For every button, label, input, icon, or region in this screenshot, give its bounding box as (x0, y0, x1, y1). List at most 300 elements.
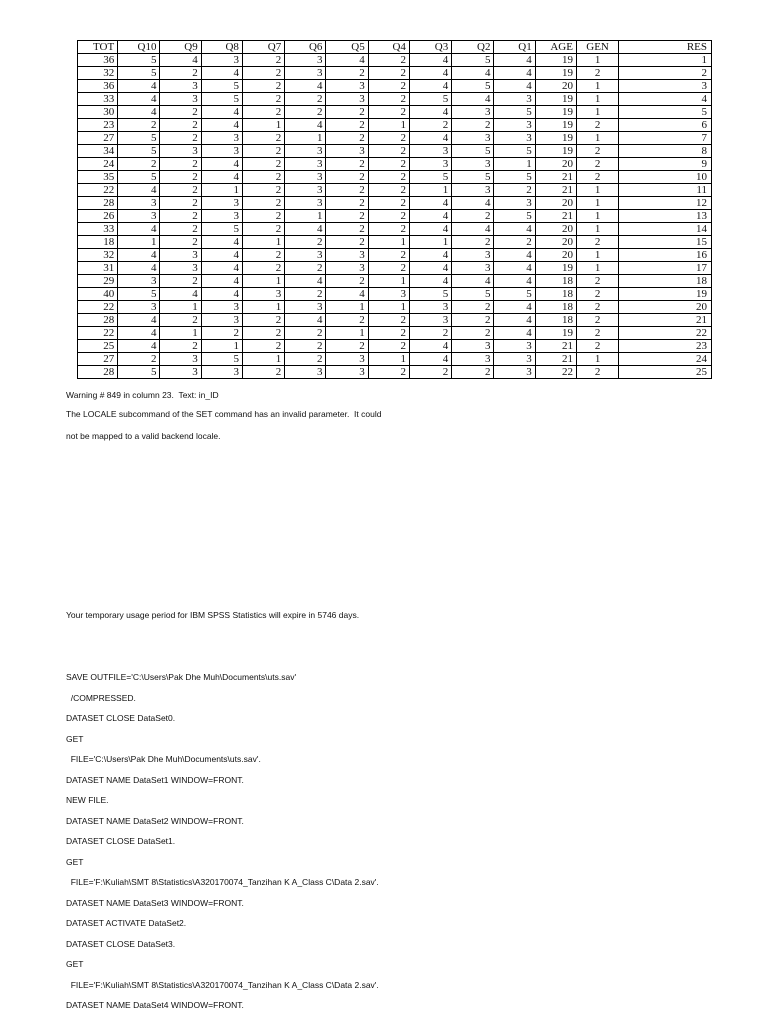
table-row (78, 366, 712, 379)
table-cell-tot: 28 (78, 366, 118, 379)
table-cell-q7: 2 (242, 262, 284, 275)
table-cell-q2: 2 (452, 119, 494, 132)
table-cell-q6: 3 (285, 158, 326, 171)
table-cell-q4: 2 (368, 197, 409, 210)
table-cell-tot: 25 (78, 340, 118, 353)
table-cell-q4: 2 (368, 210, 409, 223)
table-row (78, 106, 712, 119)
column-header-q9: Q9 (160, 41, 201, 54)
table-cell-q7: 2 (242, 67, 284, 80)
table-cell-q1: 4 (494, 54, 535, 67)
table-cell-q7: 2 (242, 223, 284, 236)
column-header-q4: Q4 (368, 41, 409, 54)
table-cell-age: 19 (535, 106, 576, 119)
table-cell-res: 11 (619, 184, 712, 197)
table-cell-res: 23 (619, 340, 712, 353)
column-header-q10: Q10 (118, 41, 160, 54)
table-cell-q6: 2 (285, 93, 326, 106)
table-cell-gen: 1 (576, 184, 618, 197)
table-cell-age: 20 (535, 80, 576, 93)
table-cell-q2: 3 (452, 106, 494, 119)
table-cell-age: 19 (535, 67, 576, 80)
table-cell-gen: 2 (576, 67, 618, 80)
table-cell-age: 19 (535, 54, 576, 67)
table-cell-q10: 4 (118, 184, 160, 197)
table-cell-res: 13 (619, 210, 712, 223)
syntax-line: DATASET NAME DataSet1 WINDOW=FRONT. (66, 774, 244, 785)
table-cell-q8: 3 (201, 210, 242, 223)
table-cell-res: 4 (619, 93, 712, 106)
table-cell-q3: 3 (409, 301, 451, 314)
table-cell-res: 1 (619, 54, 712, 67)
table-cell-q10: 5 (118, 67, 160, 80)
table-cell-q7: 2 (242, 314, 284, 327)
table-cell-age: 18 (535, 275, 576, 288)
table-cell-gen: 2 (576, 171, 618, 184)
table-cell-age: 19 (535, 132, 576, 145)
table-cell-q5: 2 (326, 132, 368, 145)
table-cell-q4: 2 (368, 80, 409, 93)
table-cell-q8: 5 (201, 80, 242, 93)
table-cell-q5: 4 (326, 54, 368, 67)
table-cell-q5: 2 (326, 223, 368, 236)
table-cell-q1: 5 (494, 171, 535, 184)
table-cell-gen: 2 (576, 275, 618, 288)
table-cell-q10: 5 (118, 132, 160, 145)
table-cell-q10: 2 (118, 158, 160, 171)
table-cell-gen: 2 (576, 327, 618, 340)
table-cell-res: 20 (619, 301, 712, 314)
table-cell-q2: 3 (452, 132, 494, 145)
table-cell-q1: 1 (494, 158, 535, 171)
table-cell-q5: 3 (326, 366, 368, 379)
table-cell-q4: 2 (368, 67, 409, 80)
table-cell-q6: 3 (285, 301, 326, 314)
syntax-line: GET (66, 856, 84, 867)
table-cell-q9: 2 (160, 236, 201, 249)
table-cell-q8: 2 (201, 327, 242, 340)
table-cell-q8: 4 (201, 119, 242, 132)
table-cell-q8: 4 (201, 288, 242, 301)
table-cell-q2: 2 (452, 314, 494, 327)
table-row (78, 171, 712, 184)
table-cell-q6: 2 (285, 340, 326, 353)
table-cell-q4: 2 (368, 327, 409, 340)
syntax-line: DATASET NAME DataSet3 WINDOW=FRONT. (66, 897, 244, 908)
table-cell-q1: 4 (494, 275, 535, 288)
table-cell-q5: 2 (326, 119, 368, 132)
table-cell-q3: 4 (409, 132, 451, 145)
table-cell-q9: 4 (160, 54, 201, 67)
table-cell-q9: 3 (160, 353, 201, 366)
table-cell-q8: 5 (201, 353, 242, 366)
table-cell-q3: 1 (409, 236, 451, 249)
table-cell-q1: 5 (494, 106, 535, 119)
table-cell-q9: 1 (160, 301, 201, 314)
table-cell-q6: 2 (285, 236, 326, 249)
table-cell-q1: 4 (494, 262, 535, 275)
syntax-line: /COMPRESSED. (66, 692, 136, 703)
table-cell-q1: 5 (494, 288, 535, 301)
table-cell-tot: 22 (78, 184, 118, 197)
table-cell-tot: 36 (78, 80, 118, 93)
table-cell-q10: 2 (118, 119, 160, 132)
table-cell-q3: 4 (409, 106, 451, 119)
table-cell-q3: 2 (409, 366, 451, 379)
table-cell-age: 19 (535, 119, 576, 132)
table-cell-q5: 2 (326, 340, 368, 353)
table-cell-gen: 1 (576, 262, 618, 275)
table-body (78, 54, 712, 379)
table-cell-q8: 1 (201, 340, 242, 353)
table-cell-q9: 2 (160, 184, 201, 197)
table-cell-q6: 1 (285, 210, 326, 223)
table-cell-res: 5 (619, 106, 712, 119)
table-cell-res: 19 (619, 288, 712, 301)
table-cell-res: 22 (619, 327, 712, 340)
table-cell-gen: 2 (576, 236, 618, 249)
syntax-line: FILE='F:\Kuliah\SMT 8\Statistics\A320170074_Tanzihan K A_Class C\Data 2.sav'. (66, 877, 379, 887)
table-cell-age: 18 (535, 288, 576, 301)
table-cell-gen: 2 (576, 119, 618, 132)
table-cell-q1: 3 (494, 119, 535, 132)
table-cell-res: 25 (619, 366, 712, 379)
table-cell-q8: 3 (201, 314, 242, 327)
syntax-line: DATASET CLOSE DataSet3. (66, 938, 176, 949)
table-cell-q4: 2 (368, 249, 409, 262)
table-row (78, 93, 712, 106)
table-cell-q3: 4 (409, 210, 451, 223)
table-cell-gen: 1 (576, 54, 618, 67)
table-cell-res: 10 (619, 171, 712, 184)
table-cell-res: 12 (619, 197, 712, 210)
column-header-gen: GEN (576, 41, 618, 54)
table-cell-q7: 2 (242, 145, 284, 158)
table-cell-q7: 2 (242, 171, 284, 184)
table-cell-tot: 28 (78, 197, 118, 210)
table-cell-q9: 2 (160, 223, 201, 236)
table-cell-q2: 5 (452, 54, 494, 67)
table-cell-age: 21 (535, 353, 576, 366)
table-cell-tot: 32 (78, 249, 118, 262)
table-cell-q4: 2 (368, 54, 409, 67)
table-cell-q10: 4 (118, 223, 160, 236)
syntax-line: DATASET CLOSE DataSet0. (66, 713, 176, 723)
table-cell-q7: 2 (242, 158, 284, 171)
table-cell-q3: 4 (409, 197, 451, 210)
table-cell-q3: 2 (409, 327, 451, 340)
syntax-line: NEW FILE. (66, 795, 109, 805)
table-cell-tot: 22 (78, 327, 118, 340)
table-cell-q2: 4 (452, 67, 494, 80)
table-cell-q9: 2 (160, 314, 201, 327)
table-cell-age: 21 (535, 171, 576, 184)
table-cell-age: 21 (535, 210, 576, 223)
table-cell-q2: 3 (452, 158, 494, 171)
table-cell-age: 18 (535, 301, 576, 314)
table-cell-q9: 2 (160, 197, 201, 210)
table-cell-res: 8 (619, 145, 712, 158)
table-cell-age: 20 (535, 236, 576, 249)
table-row (78, 197, 712, 210)
table-cell-q4: 2 (368, 262, 409, 275)
table-cell-age: 18 (535, 314, 576, 327)
table-cell-q1: 4 (494, 67, 535, 80)
table-cell-q10: 3 (118, 275, 160, 288)
table-cell-q4: 2 (368, 340, 409, 353)
table-cell-q10: 5 (118, 145, 160, 158)
table-cell-q9: 3 (160, 262, 201, 275)
table-cell-q6: 3 (285, 67, 326, 80)
table-cell-gen: 1 (576, 210, 618, 223)
table-cell-q6: 3 (285, 366, 326, 379)
syntax-line: DATASET CLOSE DataSet1. (66, 836, 176, 846)
column-header-q3: Q3 (409, 41, 451, 54)
table-cell-age: 20 (535, 249, 576, 262)
column-header-tot: TOT (78, 41, 118, 54)
table-cell-q8: 4 (201, 275, 242, 288)
table-cell-res: 7 (619, 132, 712, 145)
table-cell-q8: 3 (201, 54, 242, 67)
table-cell-q10: 3 (118, 210, 160, 223)
table-cell-q9: 2 (160, 275, 201, 288)
table-cell-q6: 4 (285, 314, 326, 327)
table-cell-q6: 2 (285, 288, 326, 301)
table-cell-q8: 3 (201, 366, 242, 379)
table-cell-q9: 2 (160, 132, 201, 145)
table-cell-q4: 2 (368, 106, 409, 119)
table-cell-q9: 2 (160, 340, 201, 353)
table-cell-tot: 33 (78, 223, 118, 236)
table-cell-q4: 3 (368, 288, 409, 301)
table-cell-tot: 32 (78, 67, 118, 80)
table-cell-gen: 1 (576, 93, 618, 106)
table-cell-q10: 4 (118, 314, 160, 327)
table-cell-q2: 2 (452, 366, 494, 379)
table-cell-q7: 2 (242, 327, 284, 340)
table-cell-q8: 5 (201, 223, 242, 236)
table-cell-q2: 4 (452, 275, 494, 288)
table-cell-q8: 5 (201, 93, 242, 106)
table-cell-q1: 4 (494, 314, 535, 327)
table-cell-q5: 1 (326, 327, 368, 340)
table-cell-q3: 4 (409, 54, 451, 67)
table-cell-q3: 4 (409, 340, 451, 353)
table-row (78, 54, 712, 67)
table-cell-q5: 3 (326, 353, 368, 366)
table-cell-gen: 2 (576, 314, 618, 327)
table-cell-q8: 3 (201, 197, 242, 210)
table-cell-q9: 2 (160, 210, 201, 223)
table-cell-q8: 4 (201, 171, 242, 184)
table-cell-age: 20 (535, 158, 576, 171)
table-cell-q2: 2 (452, 236, 494, 249)
table-cell-tot: 18 (78, 236, 118, 249)
table-cell-res: 15 (619, 236, 712, 249)
table-cell-q9: 3 (160, 249, 201, 262)
table-cell-q1: 5 (494, 145, 535, 158)
table-cell-q4: 1 (368, 119, 409, 132)
table-cell-q1: 4 (494, 223, 535, 236)
table-cell-q2: 5 (452, 288, 494, 301)
table-cell-q1: 3 (494, 132, 535, 145)
table-row (78, 236, 712, 249)
table-cell-q5: 2 (326, 197, 368, 210)
table-row (78, 132, 712, 145)
table-cell-age: 19 (535, 145, 576, 158)
table-row (78, 210, 712, 223)
table-cell-tot: 33 (78, 93, 118, 106)
table-cell-q3: 5 (409, 288, 451, 301)
table-cell-q3: 5 (409, 171, 451, 184)
table-cell-q10: 4 (118, 340, 160, 353)
table-cell-q4: 2 (368, 366, 409, 379)
table-cell-q5: 1 (326, 301, 368, 314)
syntax-line: GET (66, 959, 84, 969)
table-cell-q4: 2 (368, 223, 409, 236)
table-row (78, 340, 712, 353)
table-cell-q2: 2 (452, 301, 494, 314)
table-cell-age: 19 (535, 262, 576, 275)
table-cell-q2: 5 (452, 80, 494, 93)
table-cell-gen: 1 (576, 106, 618, 119)
table-cell-q7: 2 (242, 249, 284, 262)
table-cell-q3: 4 (409, 249, 451, 262)
table-cell-q8: 1 (201, 184, 242, 197)
table-cell-q5: 3 (326, 80, 368, 93)
table-cell-q2: 5 (452, 171, 494, 184)
syntax-line: FILE='F:\Kuliah\SMT 8\Statistics\A320170074_Tanzihan K A_Class C\Data 2.sav'. (66, 979, 379, 990)
table-cell-q3: 4 (409, 80, 451, 93)
table-cell-age: 21 (535, 340, 576, 353)
table-cell-res: 16 (619, 249, 712, 262)
table-cell-q1: 3 (494, 366, 535, 379)
table-cell-gen: 2 (576, 366, 618, 379)
syntax-line: DATASET NAME DataSet4 WINDOW=FRONT. (66, 1000, 244, 1010)
table-row (78, 67, 712, 80)
table-cell-q4: 1 (368, 275, 409, 288)
table-cell-q4: 2 (368, 145, 409, 158)
table-cell-q4: 2 (368, 171, 409, 184)
table-cell-q8: 3 (201, 301, 242, 314)
table-cell-q3: 4 (409, 262, 451, 275)
table-cell-q1: 2 (494, 236, 535, 249)
table-cell-q10: 4 (118, 80, 160, 93)
table-row (78, 301, 712, 314)
table-row (78, 223, 712, 236)
table-cell-gen: 1 (576, 80, 618, 93)
table-cell-tot: 26 (78, 210, 118, 223)
column-header-q5: Q5 (326, 41, 368, 54)
table-cell-tot: 24 (78, 158, 118, 171)
table-cell-q9: 3 (160, 93, 201, 106)
table-cell-q9: 2 (160, 106, 201, 119)
table-row (78, 184, 712, 197)
table-cell-q10: 4 (118, 327, 160, 340)
table-cell-gen: 1 (576, 353, 618, 366)
table-cell-res: 6 (619, 119, 712, 132)
table-cell-q8: 4 (201, 249, 242, 262)
table-cell-q6: 3 (285, 197, 326, 210)
table-cell-gen: 1 (576, 249, 618, 262)
license-message: Your temporary usage period for IBM SPSS Statistics will expire in 5746 days. (66, 610, 360, 620)
table-cell-q7: 1 (242, 301, 284, 314)
table-cell-q3: 2 (409, 119, 451, 132)
table-cell-q8: 4 (201, 158, 242, 171)
table-cell-q10: 3 (118, 301, 160, 314)
table-cell-q5: 2 (326, 171, 368, 184)
table-cell-q1: 4 (494, 327, 535, 340)
table-row (78, 249, 712, 262)
table-cell-q2: 2 (452, 327, 494, 340)
table-row (78, 314, 712, 327)
table-cell-q6: 4 (285, 275, 326, 288)
table-cell-tot: 22 (78, 301, 118, 314)
table-cell-q7: 2 (242, 93, 284, 106)
table-cell-q6: 2 (285, 262, 326, 275)
table-row (78, 262, 712, 275)
table-row (78, 327, 712, 340)
table-cell-tot: 23 (78, 119, 118, 132)
syntax-line: FILE='C:\Users\Pak Dhe Muh\Documents\uts.sav'. (66, 754, 261, 764)
column-header-q6: Q6 (285, 41, 326, 54)
table-cell-q1: 5 (494, 210, 535, 223)
table-cell-q5: 4 (326, 288, 368, 301)
table-cell-gen: 2 (576, 340, 618, 353)
table-cell-age: 19 (535, 93, 576, 106)
table-cell-q10: 5 (118, 366, 160, 379)
table-cell-q5: 3 (326, 93, 368, 106)
table-cell-tot: 27 (78, 353, 118, 366)
table-cell-q4: 2 (368, 314, 409, 327)
table-cell-q5: 2 (326, 210, 368, 223)
table-cell-q7: 2 (242, 54, 284, 67)
table-cell-q4: 2 (368, 184, 409, 197)
table-cell-q10: 4 (118, 106, 160, 119)
table-cell-q1: 3 (494, 197, 535, 210)
table-cell-q3: 5 (409, 93, 451, 106)
table-cell-q6: 3 (285, 54, 326, 67)
table-cell-q8: 3 (201, 132, 242, 145)
table-cell-q7: 1 (242, 236, 284, 249)
table-cell-q10: 4 (118, 93, 160, 106)
table-cell-q6: 4 (285, 119, 326, 132)
table-cell-q2: 3 (452, 340, 494, 353)
table-cell-age: 20 (535, 223, 576, 236)
table-row (78, 119, 712, 132)
table-cell-q7: 2 (242, 340, 284, 353)
table-cell-q8: 3 (201, 145, 242, 158)
table-cell-res: 21 (619, 314, 712, 327)
table-cell-tot: 35 (78, 171, 118, 184)
column-header-age: AGE (535, 41, 576, 54)
table-cell-q2: 3 (452, 184, 494, 197)
table-cell-q3: 4 (409, 275, 451, 288)
table-cell-gen: 1 (576, 223, 618, 236)
table-cell-q2: 4 (452, 197, 494, 210)
table-cell-q2: 3 (452, 353, 494, 366)
table-cell-tot: 40 (78, 288, 118, 301)
table-row (78, 80, 712, 93)
table-cell-age: 22 (535, 366, 576, 379)
table-cell-q2: 5 (452, 145, 494, 158)
table-cell-q7: 1 (242, 275, 284, 288)
table-cell-q7: 2 (242, 132, 284, 145)
table-cell-age: 20 (535, 197, 576, 210)
syntax-line: GET (66, 733, 84, 744)
table-cell-q9: 2 (160, 158, 201, 171)
table-cell-q6: 1 (285, 132, 326, 145)
